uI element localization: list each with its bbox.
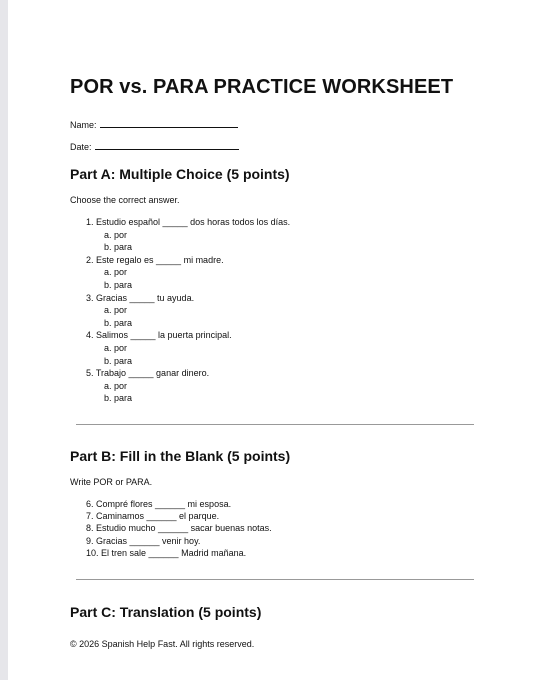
- question-item: [86, 254, 290, 292]
- worksheet-page: [8, 0, 536, 680]
- part-b-heading: Part B: Fill in the Blank (5 points): [70, 448, 291, 464]
- option-a: a. por: [104, 305, 128, 316]
- date-blank-line: [95, 141, 239, 150]
- date-field: [70, 141, 239, 152]
- question-item: [86, 329, 290, 367]
- option-a: a. por: [104, 380, 128, 391]
- question-text: 1. Estudio español _____ dos horas todos los días.: [86, 217, 291, 227]
- option-b: b. para: [104, 242, 133, 253]
- section-divider: [76, 579, 474, 580]
- question-text: 5. Trabajo _____ ganar dinero.: [86, 368, 210, 379]
- fill-blank-item: 8. Estudio mucho ______ sacar buenas notas.: [86, 523, 272, 534]
- part-a-heading: Part A: Multiple Choice (5 points): [70, 166, 290, 182]
- name-label: Name:: [70, 120, 97, 130]
- option-b: b. para: [104, 317, 133, 328]
- fill-blank-item: 7. Caminamos ______ el parque.: [86, 511, 220, 522]
- fill-blank-item: 6. Compré flores ______ mi esposa.: [86, 499, 232, 509]
- fill-blank-item: 10. El tren sale ______ Madrid mañana.: [86, 547, 247, 558]
- option-b: b. para: [104, 355, 133, 366]
- question-text: 3. Gracias _____ tu ayuda.: [86, 292, 195, 303]
- part-b-question-list: [86, 498, 272, 559]
- option-b: b. para: [104, 279, 133, 290]
- option-a: a. por: [104, 342, 128, 353]
- name-field: [70, 119, 238, 130]
- option-a: a. por: [104, 229, 128, 240]
- question-text: 2. Este regalo es _____ mi madre.: [86, 254, 224, 265]
- part-c-heading: Part C: Translation (5 points): [70, 604, 262, 620]
- part-a-instruction: Choose the correct answer.: [70, 195, 180, 205]
- name-blank-line: [100, 119, 238, 128]
- question-item: [86, 367, 290, 405]
- date-label: Date:: [70, 142, 92, 152]
- fill-blank-item: 9. Gracias ______ venir hoy.: [86, 535, 201, 546]
- page-title: POR vs. PARA PRACTICE WORKSHEET: [70, 76, 454, 98]
- copyright-footer: © 2026 Spanish Help Fast. All rights reserved.: [70, 639, 255, 649]
- part-b-instruction: Write POR or PARA.: [70, 477, 153, 487]
- option-a: a. por: [104, 267, 128, 278]
- section-divider: [76, 424, 474, 425]
- question-item: [86, 216, 290, 254]
- viewer-left-rail: [0, 0, 8, 680]
- option-b: b. para: [104, 393, 133, 404]
- question-text: 4. Salimos _____ la puerta principal.: [86, 330, 232, 341]
- question-item: [86, 292, 290, 330]
- part-a-question-list: [86, 216, 290, 405]
